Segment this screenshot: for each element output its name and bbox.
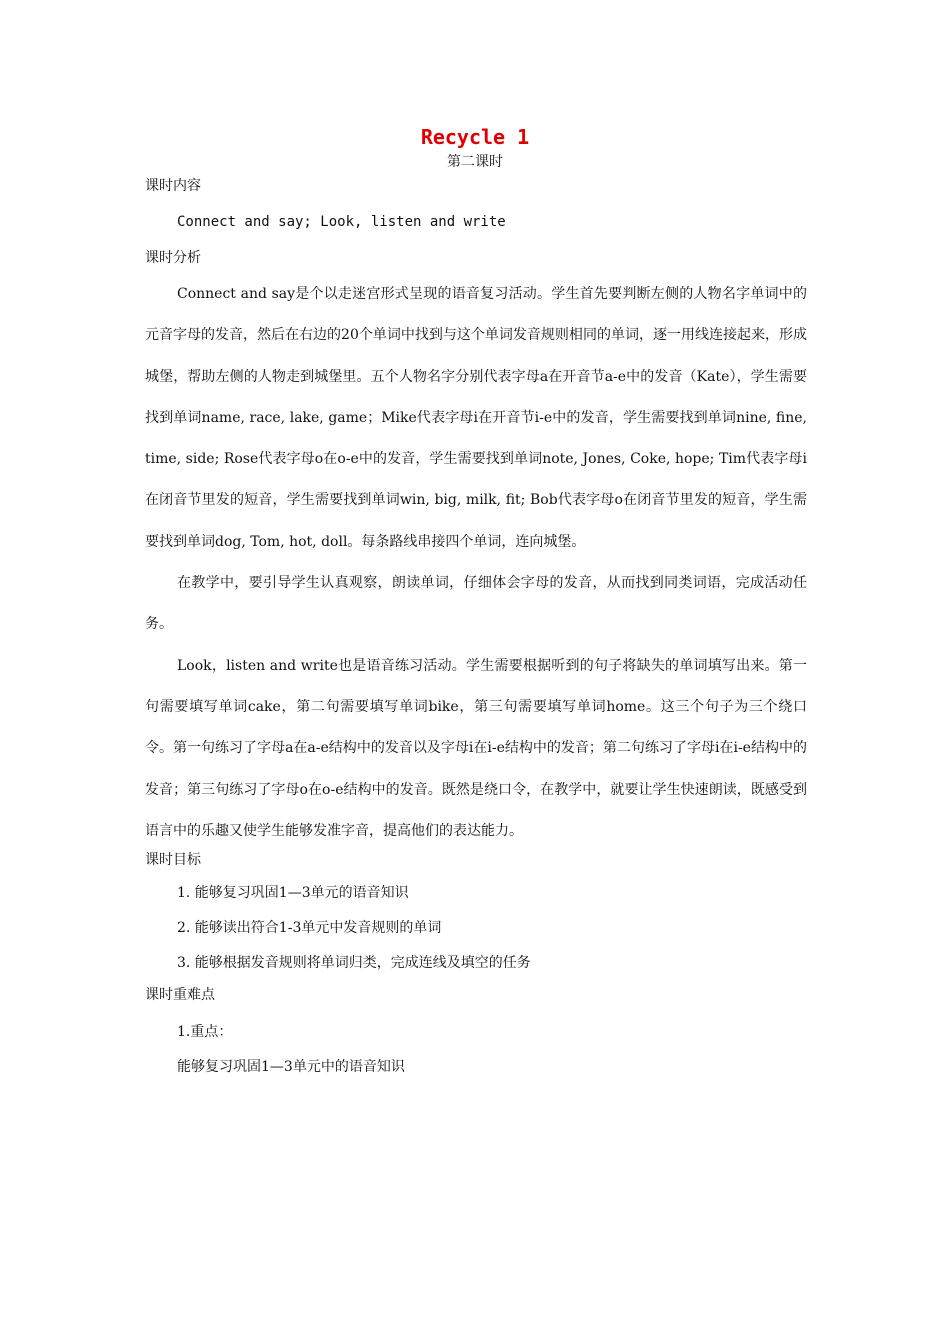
goal-item: 2. 能够读出符合1-3单元中发音规则的单词 — [177, 920, 442, 937]
key-point-subheading: 1.重点： — [177, 1024, 233, 1041]
goal-item: 1. 能够复习巩固1—3单元的语音知识 — [177, 885, 409, 902]
section-heading-key-points: 课时重难点 — [145, 987, 215, 1004]
goal-item: 3. 能够根据发音规则将单词归类，完成连线及填空的任务 — [177, 955, 531, 972]
analysis-paragraph: Connect and say是个以走迷宫形式呈现的语音复习活动。学生首先要判断左侧的人物名字单词中的元音字母的发音，然后在右边的20个单词中找到与这个单词发音规则相同的单词，逐一用线连接起来，形成城堡，帮助左侧的人物走到城堡里。五个人物名字分别代表字母a在开音节a-e中的发音（Kate），学生需要找到单词name, race, lake, game；Mike代表字母i在开音节i-e中的发音，学生需要找到单词nine, fine, time, side; Rose代表字母o在o-e中的发音，学生需要找到单词note, Jones, Coke, hope; Tim代表字母i在闭音节里发的短音，学生需要找到单词win, big, milk, fit; Bob代表字母o在闭音节里发的短音，学生需要找到单词dog, Tom, hot, doll。每条路线串接四个单词，连向城堡。 — [145, 286, 807, 550]
content-text: Connect and say; Look, listen and write — [177, 214, 506, 230]
document-subtitle: 第二课时 — [447, 154, 503, 170]
section-heading-content: 课时内容 — [145, 178, 201, 194]
document-title: Recycle 1 — [420, 125, 530, 149]
section-heading-analysis: 课时分析 — [145, 250, 201, 266]
key-point-text: 能够复习巩固1—3单元中的语音知识 — [177, 1059, 405, 1076]
document-body — [145, 174, 807, 1085]
analysis-paragraph: Look，listen and write也是语音练习活动。学生需要根据听到的句子将缺失的单词填写出来。第一句需要填写单词cake，第二句需要填写单词bike，第三句需要填写单词home。这三个句子为三个绕口令。第一句练习了字母a在a-e结构中的发音以及字母i在i-e结构中的发音；第二句练习了字母i在i-e结构中的发音；第三句练习了字母o在o-e结构中的发音。既然是绕口令，在教学中，就要让学生快速朗读，既感受到语言中的乐趣又使学生能够发准字音，提高他们的表达能力。 — [145, 657, 807, 839]
section-heading-goals: 课时目标 — [145, 852, 201, 869]
analysis-paragraph: 在教学中，要引导学生认真观察，朗读单词，仔细体会字母的发音，从而找到同类词语，完成活动任务。 — [145, 575, 807, 633]
